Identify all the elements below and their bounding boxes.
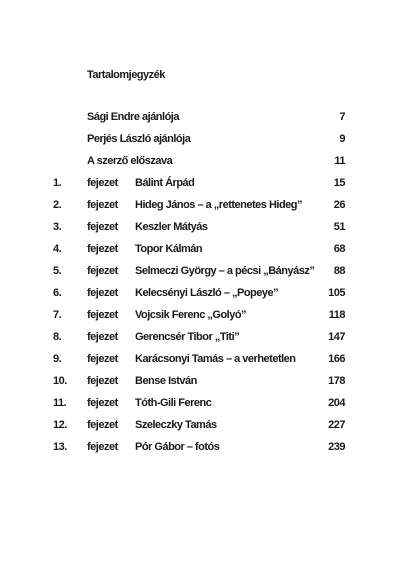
chapter-label: fejezet: [87, 177, 118, 189]
toc-chapter-row: [0, 415, 400, 437]
page-title: Tartalomjegyzék: [87, 69, 165, 81]
chapter-label: fejezet: [87, 397, 118, 409]
chapter-label: fejezet: [87, 441, 118, 453]
chapter-title: Tóth-Gili Ferenc: [135, 397, 212, 409]
chapter-label: fejezet: [87, 265, 118, 277]
toc-chapter-row: [0, 327, 400, 349]
chapter-page: 15: [333, 177, 345, 189]
toc-chapter-row: [0, 217, 400, 239]
toc-chapter-row: [0, 437, 400, 459]
chapter-label: fejezet: [87, 243, 118, 255]
toc-chapter-row: [0, 261, 400, 283]
chapter-number: 9.: [53, 353, 62, 365]
chapter-number: 4.: [53, 243, 62, 255]
toc-entry-front: [0, 107, 400, 129]
chapter-number: 12.: [53, 419, 67, 431]
chapter-number: 11.: [53, 397, 67, 409]
chapter-page: 239: [328, 441, 345, 453]
toc-chapter-row: [0, 371, 400, 393]
chapter-page: 147: [328, 331, 345, 343]
chapter-label: fejezet: [87, 221, 118, 233]
toc-entry-page: 11: [334, 155, 345, 167]
toc-chapter-row: [0, 349, 400, 371]
chapter-label: fejezet: [87, 419, 118, 431]
chapter-number: 10.: [53, 375, 67, 387]
chapter-label: fejezet: [87, 287, 118, 299]
chapter-number: 2.: [53, 199, 62, 211]
chapter-label: fejezet: [87, 375, 118, 387]
toc-list: [0, 107, 400, 459]
chapter-number: 6.: [53, 287, 62, 299]
chapter-number: 13.: [53, 441, 67, 453]
chapter-title: Pór Gábor – fotós: [135, 441, 220, 453]
chapter-page: 105: [328, 287, 345, 299]
chapter-title: Kelecsényi László – „Popeye”: [135, 287, 279, 299]
toc-chapter-row: [0, 305, 400, 327]
chapter-title: Gerencsér Tibor „Titi”: [135, 331, 240, 343]
chapter-number: 8.: [53, 331, 62, 343]
chapter-title: Bálint Árpád: [135, 177, 195, 189]
chapter-title: Keszler Mátyás: [135, 221, 208, 233]
chapter-page: 51: [333, 221, 345, 233]
toc-chapter-row: [0, 393, 400, 415]
chapter-page: 26: [333, 199, 345, 211]
chapter-label: fejezet: [87, 331, 118, 343]
chapter-number: 3.: [53, 221, 62, 233]
toc-entry-text: Sági Endre ajánlója: [87, 111, 179, 123]
toc-entry-text: Perjés László ajánlója: [87, 133, 191, 145]
toc-chapter-row: [0, 195, 400, 217]
chapter-title: Karácsonyi Tamás – a verhetetlen: [135, 353, 296, 365]
toc-entry-front: [0, 129, 400, 151]
chapter-page: 88: [333, 265, 345, 277]
chapter-title: Bense István: [135, 375, 197, 387]
chapter-title: Hideg János – a „rettenetes Hideg”: [135, 199, 302, 211]
chapter-title: Vojcsik Ferenc „Golyó”: [135, 309, 247, 321]
chapter-label: fejezet: [87, 199, 118, 211]
toc-entry-front: [0, 151, 400, 173]
toc-chapter-row: [0, 239, 400, 261]
toc-chapter-row: [0, 173, 400, 195]
chapter-label: fejezet: [87, 309, 118, 321]
chapter-number: 1.: [53, 177, 62, 189]
toc-entry-text: A szerző előszava: [87, 155, 173, 167]
chapter-page: 178: [328, 375, 345, 387]
toc-entry-page: 7: [339, 111, 345, 123]
chapter-label: fejezet: [87, 353, 118, 365]
chapter-number: 5.: [53, 265, 62, 277]
chapter-title: Szeleczky Tamás: [135, 419, 217, 431]
chapter-title: Topor Kálmán: [135, 243, 203, 255]
chapter-page: 118: [328, 309, 345, 321]
chapter-page: 68: [333, 243, 345, 255]
chapter-page: 227: [328, 419, 345, 431]
chapter-title: Selmeczi György – a pécsi „Bányász”: [135, 265, 315, 277]
chapter-page: 166: [328, 353, 345, 365]
chapter-page: 204: [328, 397, 345, 409]
toc-chapter-row: [0, 283, 400, 305]
chapter-number: 7.: [53, 309, 62, 321]
toc-entry-page: 9: [339, 133, 345, 145]
